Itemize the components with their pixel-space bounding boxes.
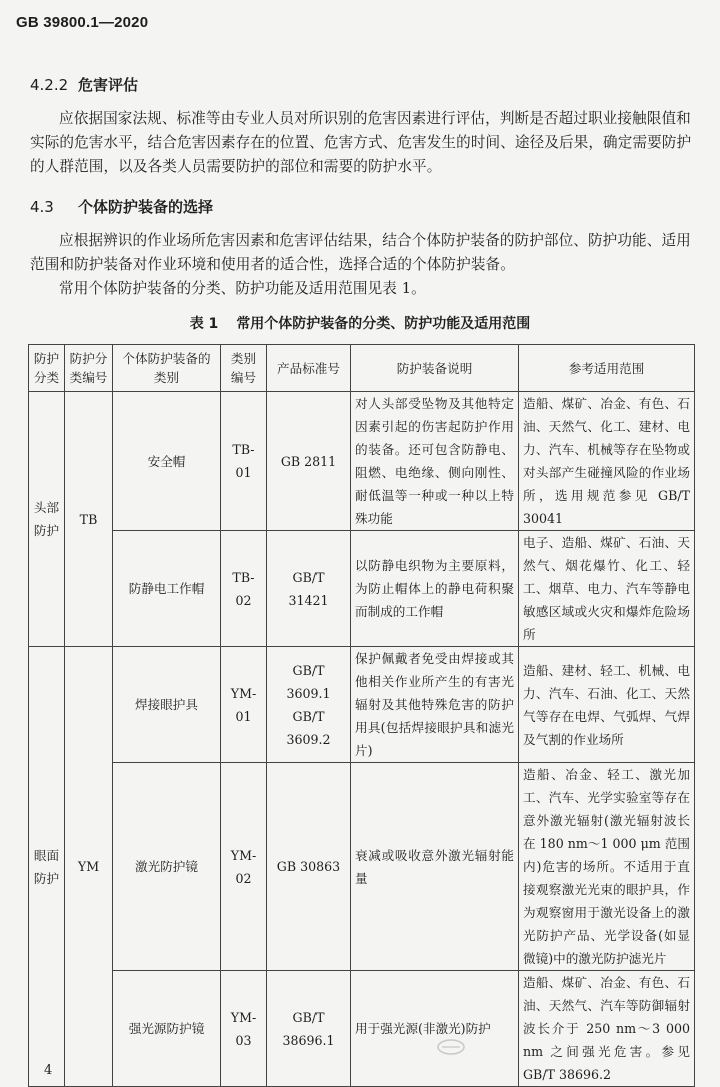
category-code-cell: TB <box>65 392 113 647</box>
table-row <box>29 971 695 1087</box>
equipment-name-cell: 焊接眼护具 <box>113 647 221 763</box>
standard-cell: GB 30863 <box>267 763 351 971</box>
category-code-cell: YM <box>65 647 113 1087</box>
table-row <box>29 763 695 971</box>
header-standard: 产品标准号 <box>267 345 351 392</box>
header-category: 防护分类 <box>29 345 65 392</box>
table-number: 表 1 <box>189 316 219 332</box>
item-code-cell: TB-01 <box>221 392 267 531</box>
header-category-code: 防护分类编号 <box>65 345 113 392</box>
section-title: 危害评估 <box>78 76 139 94</box>
standard-line: GB/T 3609.2 <box>286 708 331 747</box>
section-4-2-2-paragraph: 应依据国家法规、标准等由专业人员对所识别的危害因素进行评估，判断是否超过职业接触限值和实际的危害水平，结合危害因素存在的位置、危害方式、危害发生的时间、途径及后果，确定需要防护的人群范围，以及各类人员需要防护的部位和需要的防护水平。 <box>30 110 692 175</box>
equipment-table <box>28 344 695 1087</box>
category-cell: 头部防护 <box>29 392 65 647</box>
header-description: 防护装备说明 <box>351 345 519 392</box>
section-number: 4.2.2 <box>30 76 69 94</box>
header-scope: 参考适用范围 <box>519 345 695 392</box>
table-header-row <box>29 345 695 392</box>
description-cell: 用于强光源(非激光)防护 <box>351 971 519 1087</box>
standard-cell: GB/T 31421 <box>267 531 351 647</box>
item-code-cell: YM-01 <box>221 647 267 763</box>
category-cell: 眼面防护 <box>29 647 65 1087</box>
table-row <box>29 392 695 531</box>
section-4-3-paragraph-2: 常用个体防护装备的分类、防护功能及适用范围见表 1。 <box>59 280 426 297</box>
scope-cell: 造船、建材、轻工、机械、电力、汽车、石油、化工、天然气等存在电焊、气弧焊、气焊及气割的作业场所 <box>519 647 695 763</box>
header-type-code: 类别编号 <box>221 345 267 392</box>
item-code-cell: YM-03 <box>221 971 267 1087</box>
header-equipment-type: 个体防护装备的类别 <box>113 345 221 392</box>
section-4-3-paragraph-1: 应根据辨识的作业场所危害因素和危害评估结果，结合个体防护装备的防护部位、防护功能、适用范围和防护装备对作业环境和使用者的适合性，选择合适的个体防护装备。 <box>30 232 691 273</box>
description-cell: 以防静电织物为主要原料，为防止帽体上的静电荷积聚而制成的工作帽 <box>351 531 519 647</box>
table-row <box>29 531 695 647</box>
item-code-cell: YM-02 <box>221 763 267 971</box>
equipment-name-cell: 防静电工作帽 <box>113 531 221 647</box>
item-code-cell: TB-02 <box>221 531 267 647</box>
table-title: 常用个体防护装备的分类、防护功能及适用范围 <box>236 316 531 332</box>
section-4-3-heading <box>30 196 213 217</box>
section-4-2-2-heading <box>30 74 138 95</box>
page-number: 4 <box>44 1063 53 1078</box>
table-caption <box>0 313 720 333</box>
table-row <box>29 647 695 763</box>
description-cell: 保护佩戴者免受由焊接或其他相关作业所产生的有害光辐射及其他特殊危害的防护用具(包括焊接眼护具和滤光片) <box>351 647 519 763</box>
section-number: 4.3 <box>30 198 54 216</box>
equipment-name-cell: 激光防护镜 <box>113 763 221 971</box>
scope-cell: 造船、煤矿、冶金、有色、石油、天然气、化工、建材、电力、汽车、机械等存在坠物或对头部产生碰撞风险的作业场所，选用规范参见 GB/T 30041 <box>519 392 695 531</box>
scope-cell: 电子、造船、煤矿、石油、天然气、烟花爆竹、化工、轻工、烟草、电力、汽车等静电敏感区域或火灾和爆炸危险场所 <box>519 531 695 647</box>
standard-number: GB 39800.1—2020 <box>16 14 149 31</box>
equipment-name-cell: 强光源防护镜 <box>113 971 221 1087</box>
section-title: 个体防护装备的选择 <box>78 198 214 216</box>
scope-cell: 造船、煤矿、冶金、有色、石油、天然气、汽车等防御辐射波长介于 250 nm～3 000 nm 之间强光危害。参见 GB/T 38696.2 <box>519 971 695 1087</box>
watermark-logo-icon <box>436 1038 466 1056</box>
standard-cell <box>267 647 351 763</box>
equipment-name-cell: 安全帽 <box>113 392 221 531</box>
standard-cell: GB 2811 <box>267 392 351 531</box>
description-cell: 对人头部受坠物及其他特定因素引起的伤害起防护作用的装备。还可包含防静电、阻燃、电绝缘、侧向刚性、耐低温等一种或一种以上特殊功能 <box>351 392 519 531</box>
description-cell: 衰减或吸收意外激光辐射能量 <box>351 763 519 971</box>
scope-cell: 造船、冶金、轻工、激光加工、汽车、光学实验室等存在意外激光辐射(激光辐射波长在 180 nm～1 000 μm 范围内)危害的场所。不适用于直接观察激光光束的眼护具，作为观察窗用于激光设备上的激光防护产品、光学设备(如显微镜)中的激光防护滤光片 <box>519 763 695 971</box>
standard-cell: GB/T 38696.1 <box>267 971 351 1087</box>
standard-line: GB/T 3609.1 <box>286 662 331 701</box>
